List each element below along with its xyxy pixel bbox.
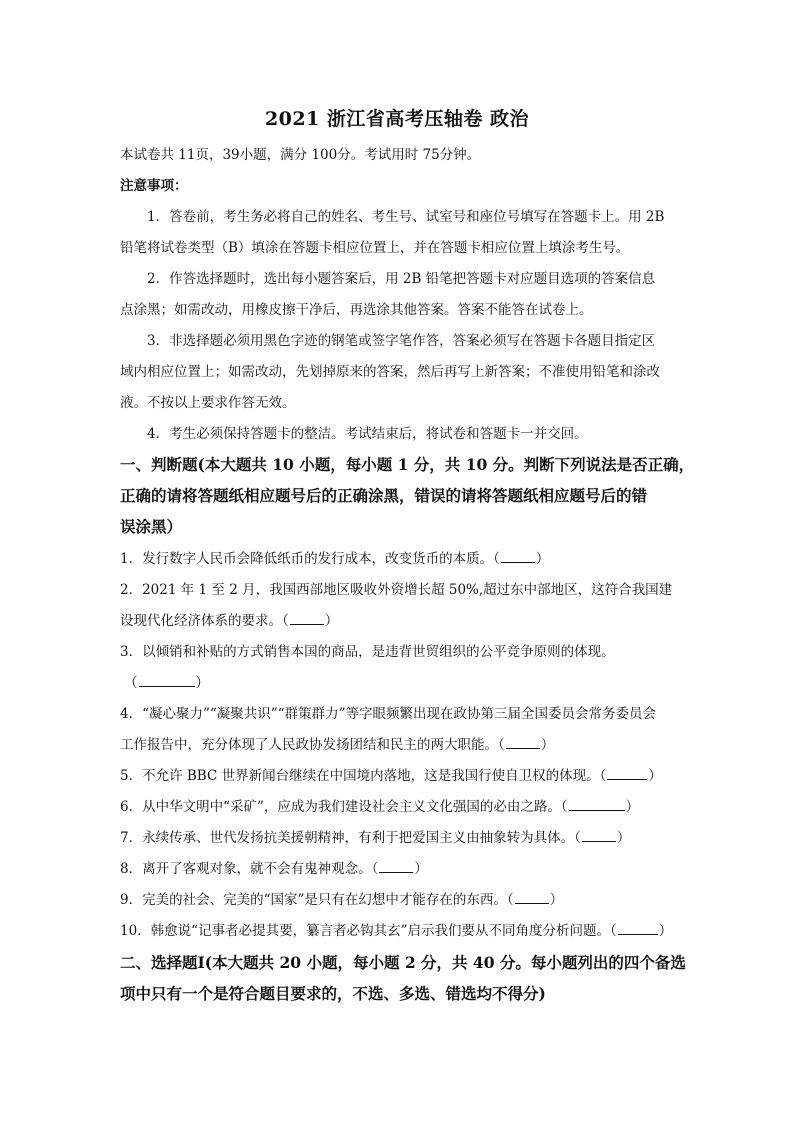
notice-3-line-1: 3．非选择题必须用黑色字迹的钢笔或签字笔作答，答案必须写在答题卡各题目指定区: [147, 333, 656, 349]
question-3-line-1: 3．以倾销和补贴的方式销售本国的商品，是违背世贸组织的公平竞争原则的体现。: [120, 644, 615, 660]
notice-1-line-2: 铅笔将试卷类型（B）填涂在答题卡相应位置上，并在答题卡相应位置上填涂考生号。: [120, 240, 630, 256]
answer-blank[interactable]: [290, 612, 324, 625]
section1-heading-line-2: 正确的请将答题纸相应题号后的正确涂黑，错误的请将答题纸相应题号后的错: [120, 486, 648, 505]
answer-blank[interactable]: [607, 767, 647, 780]
notice-2-line-2: 点涂黑；如需改动，用橡皮擦干净后，再选涂其他答案。答案不能答在试卷上。: [120, 302, 593, 318]
answer-blank[interactable]: [506, 736, 540, 749]
section1-heading-line-1: 一、判断题(本大题共 10 小题，每小题 1 分，共 10 分。判断下列说法是否正确，: [120, 455, 695, 474]
question-2-line-2: 设现代化经济体系的要求。（ ）: [120, 613, 339, 629]
question-1: 1．发行数字人民币会降低纸币的发行成本，改变货币的本质。（ ）: [120, 551, 550, 567]
question-2-line-1: 2．2021 年 1 至 2 月，我国西部地区吸收外资增长超 50%,超过东中部地区，这符合我国建: [120, 582, 673, 598]
answer-blank[interactable]: [379, 860, 413, 873]
section2-heading-line-2: 项中只有一个是符合题目要求的，不选、多选、错选均不得分): [120, 984, 546, 1003]
question-3-line-2: （ ）: [124, 675, 209, 691]
question-9: 9．完美的社会、完美的“国家”是只有在幻想中才能存在的东西。（ ）: [120, 892, 564, 908]
exam-title: 2021 浙江省高考压轴卷 政治: [264, 108, 530, 130]
section2-heading-line-1: 二、选择题Ⅰ(本大题共 20 小题，每小题 2 分，共 40 分。每小题列出的四个备选: [120, 953, 686, 972]
question-6: 6．从中华文明中“采矿”，应成为我们建设社会主义文化强国的必由之路。（ ）: [120, 799, 640, 815]
answer-blank[interactable]: [582, 829, 616, 842]
question-4-line-1: 4．“凝心聚力”“凝聚共识”“群策群力”等字眼频繁出现在政协第三届全国委员会常务委员会: [120, 706, 656, 722]
question-8: 8．离开了客观对象，就不会有鬼神观念。（ ）: [120, 861, 428, 877]
notice-heading: 注意事项：: [120, 178, 188, 194]
exam-intro: 本试卷共 11页，39小题，满分 100分。考试用时 75分钟。: [120, 147, 481, 163]
answer-blank[interactable]: [501, 550, 535, 563]
question-10: 10．韩愈说“记事者必提其要，纂言者必钩其玄”启示我们要从不同角度分析问题。（ ）: [120, 923, 673, 939]
notice-3-line-3: 液。不按以上要求作答无效。: [120, 395, 296, 411]
answer-blank[interactable]: [569, 798, 625, 811]
question-5: 5．不允许 BBC 世界新闻台继续在中国境内落地，这是我国行使自卫权的体现。（ ）: [120, 768, 662, 784]
question-4-line-2: 工作报告中，充分体现了人民政协发扬团结和民主的两大职能。（ ）: [120, 737, 555, 753]
notice-2-line-1: 2．作答选择题时，选出每小题答案后，用 2B 铅笔把答题卡对应题目选项的答案信息: [147, 271, 656, 287]
notice-3-line-2: 域内相应位置上；如需改动，先划掉原来的答案，然后再写上新答案；不准使用铅笔和涂改: [120, 364, 660, 380]
answer-blank[interactable]: [515, 891, 549, 904]
notice-1-line-1: 1．答卷前，考生务必将自己的姓名、考生号、试室号和座位号填写在答题卡上。用 2B: [147, 209, 665, 225]
answer-blank[interactable]: [618, 922, 658, 935]
section1-heading-line-3: 误涂黑）: [120, 517, 183, 536]
answer-blank[interactable]: [139, 674, 195, 687]
notice-4-line-1: 4．考生必须保持答题卡的整洁。考试结束后，将试卷和答题卡一并交回。: [147, 426, 588, 442]
question-7: 7．永续传承、世代发扬抗美援朝精神，有利于把爱国主义由抽象转为具体。（ ）: [120, 830, 631, 846]
